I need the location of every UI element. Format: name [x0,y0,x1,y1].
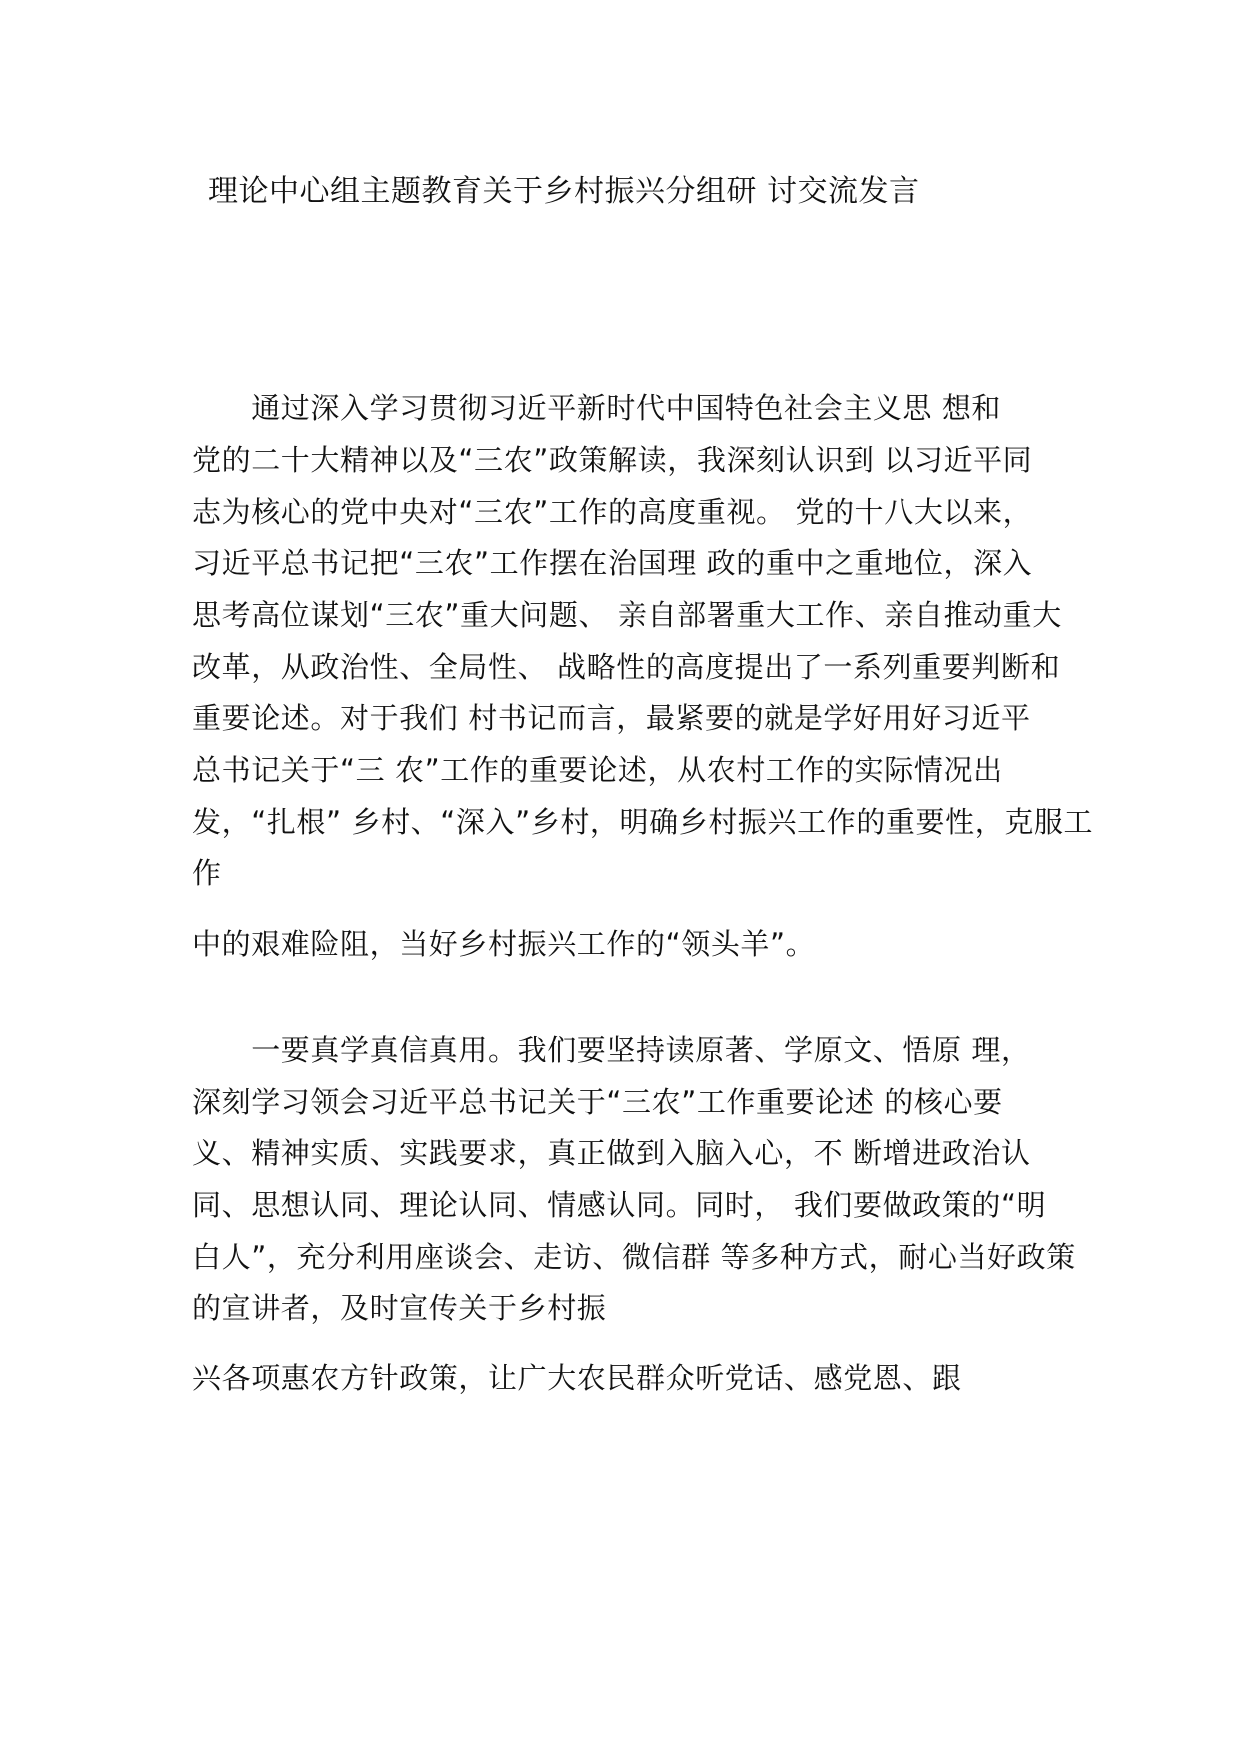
text-line: 义、精神实质、实践要求，真正做到入脑入心，不 断增进政治认 [192,1136,1031,1170]
text-line: 一要真学真信真用。我们要坚持读原著、学原文、悟原 理， [192,1033,1031,1067]
text-line: 白人”，充分利用座谈会、走访、微信群 等多种方式，耐心当好政策 [192,1240,1076,1274]
text-line: 发，“扎根” 乡村、“深入”乡村，明确乡村振兴工作的重要性，克服工 [192,805,1094,839]
text-line: 通过深入学习贯彻习近平新时代中国特色社会主义思 想和 [192,391,1002,425]
text-line: 作 [192,856,222,890]
text-line: 深刻学习领会习近平总书记关于“三农”工作重要论述 的核心要 [192,1085,1003,1119]
text-line: 的宣讲者，及时宣传关于乡村振 [192,1291,607,1325]
text-line: 改革，从政治性、全局性、 战略性的高度提出了一系列重要判断和 [192,650,1061,684]
text-line: 兴各项惠农方针政策，让广大农民群众听党话、感党恩、跟 [192,1361,962,1395]
text-line: 总书记关于“三 农”工作的重要论述，从农村工作的实际情况出 [192,753,1003,787]
text-line: 党的二十大精神以及“三农”政策解读，我深刻认识到 以习近平同 [192,443,1033,477]
text-line: 中的艰难险阻，当好乡村振兴工作的“领头羊”。 [192,927,816,961]
document-title: 理论中心组主题教育关于乡村振兴分组研 讨交流发言 [208,174,920,209]
text-line: 重要论述。对于我们 村书记而言，最紧要的就是学好用好习近平 [192,701,1031,735]
text-line: 习近平总书记把“三农”工作摆在治国理 政的重中之重地位，深入 [192,546,1033,580]
text-line: 思考高位谋划“三农”重大问题、 亲自部署重大工作、亲自推动重大 [192,598,1062,632]
text-line: 同、思想认同、理论认同、情感认同。同时， 我们要做政策的“明 [192,1188,1047,1222]
text-line: 志为核心的党中央对“三农”工作的高度重视。 党的十八大以来， [192,495,1033,529]
